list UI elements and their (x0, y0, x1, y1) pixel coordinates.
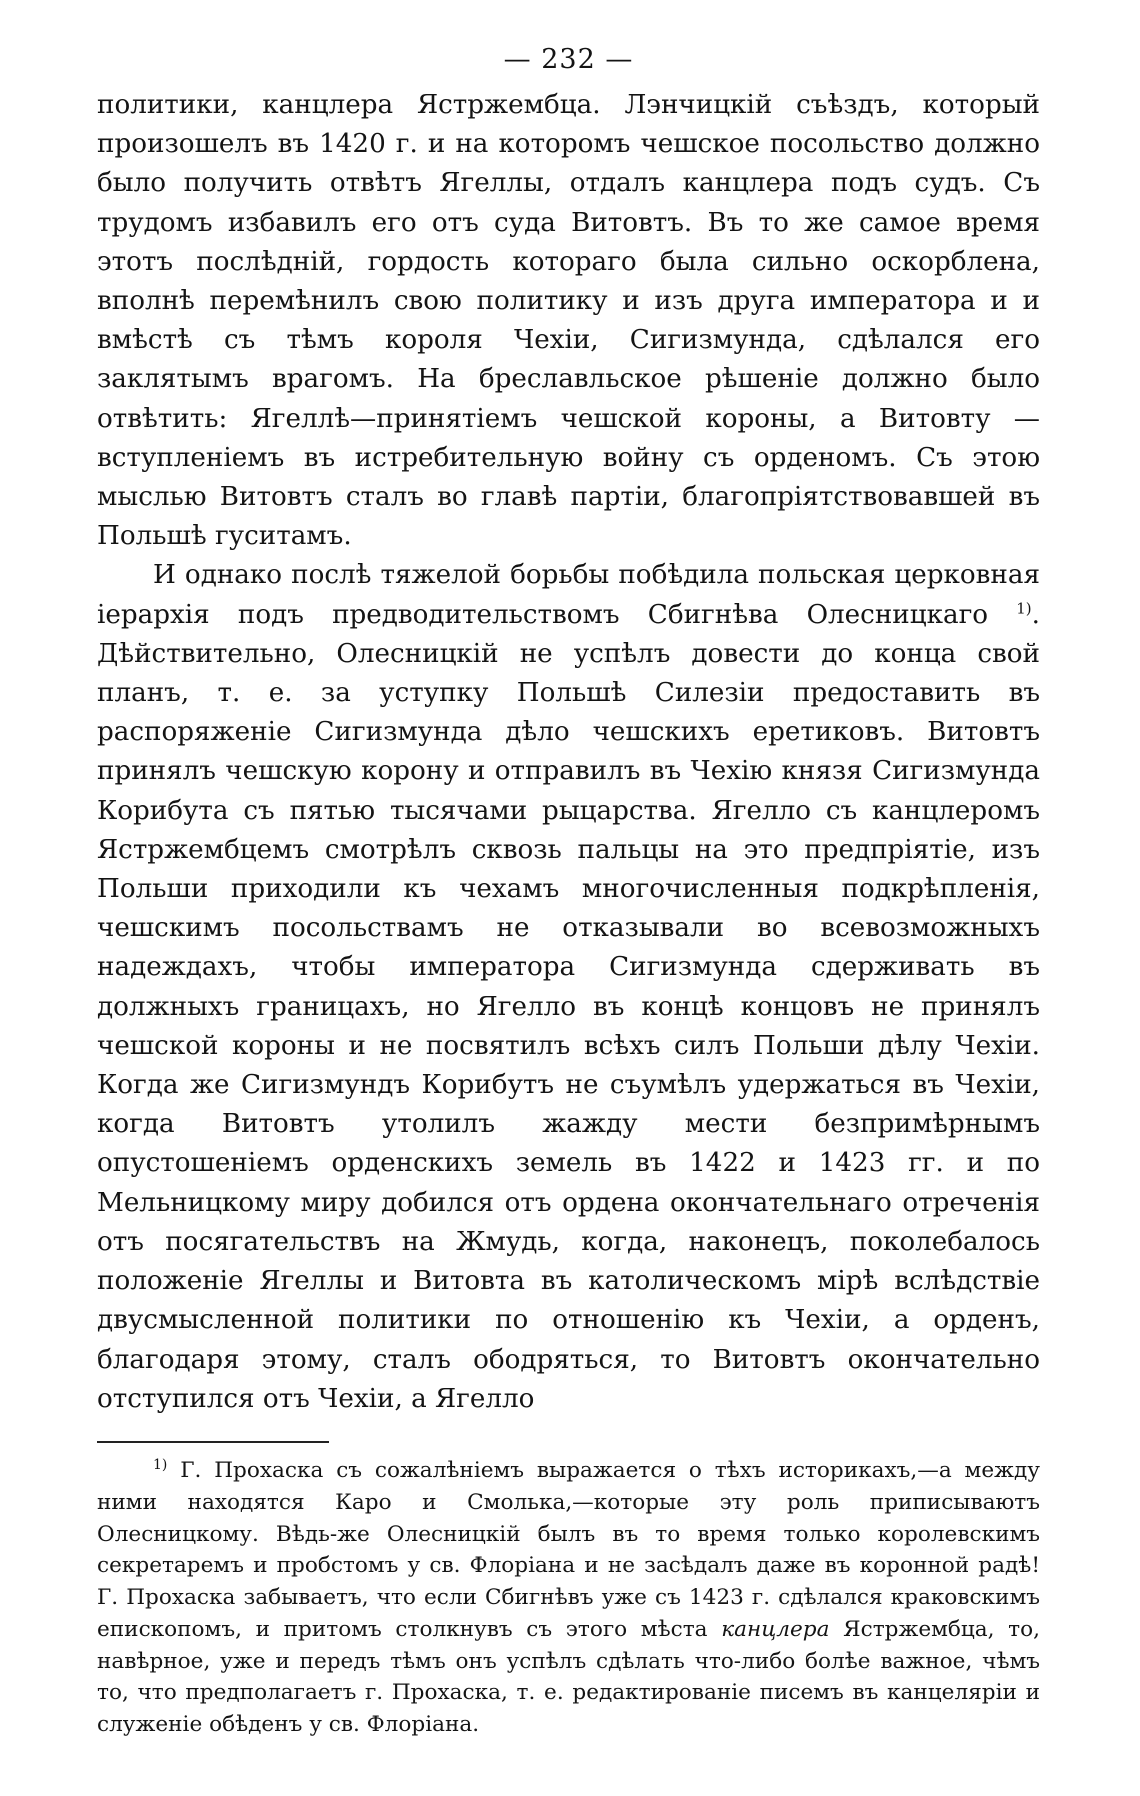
footnote-text-part1: Г. Прохаска съ сожалѣніемъ выражается о тѣхъ историкахъ,—а между ними находятся Каро и Смолька,—которые эту роль приписываютъ Олесницкому. Вѣдь-же Олесницкій былъ въ то время только королевскимъ секретаремъ и пробстомъ у св. Флоріана и не засѣдалъ даже въ коронной радѣ! Г. Прохаска забываетъ, что если Сбигнѣвъ уже съ 1423 г. сдѣлался краковскимъ епископомъ, и притомъ столкнувъ съ этого мѣста (97, 1457, 1040, 1642)
paragraph-2-text-before-note: И однако послѣ тяжелой борьбы побѣдила польская церковная іерархія подъ предводительствомъ Сбигнѣва Олесницкаго (97, 560, 1040, 630)
footnote-divider (97, 1441, 329, 1443)
page-number: — 232 — (503, 44, 634, 75)
main-text (97, 86, 1040, 1419)
paragraph-2-text-after-note: . Дѣйствительно, Олесницкій не успѣлъ довести до конца свой планъ, т. е. за уступку Польшѣ Силезіи предоставить въ распоряженіе Сигизмунда дѣло чешскихъ еретиковъ. Витовтъ принялъ чешскую корону и отправилъ въ Чехію князя Сигизмунда Корибута съ пятью тысячами рыцарства. Ягелло съ канцлеромъ Ястржембцемъ смотрѣлъ сквозь пальцы на это предпріятіе, изъ Польши приходили къ чехамъ многочисленныя подкрѣпленія, чешскимъ посольствамъ не отказывали во всевозможныхъ надеждахъ, чтобы императора Сигизмунда сдерживать въ должныхъ границахъ, но Ягелло въ концѣ концовъ не принялъ чешской короны и не посвятилъ всѣхъ силъ Польши дѣлу Чехіи. Когда же Сигизмундъ Корибутъ не съумѣлъ удержаться въ Чехіи, когда Витовтъ утолилъ жажду мести безпримѣрнымъ опустошеніемъ орденскихъ земель въ 1422 и 1423 гг. и по Мельницкому миру добился отъ ордена окончательнаго отреченія отъ посягательствъ на Жмудь, когда, наконецъ, поколебалось положеніе Ягеллы и Витовта въ католическомъ мірѣ вслѣдствіе двусмысленной политики по отношенію къ Чехіи, а орденъ, благодаря этому, сталъ ободряться, то Витовтъ окончательно отступился отъ Чехіи, а Ягелло (97, 599, 1040, 1414)
footnote-reference-mark: 1) (1016, 598, 1032, 617)
footnote (97, 1455, 1040, 1741)
paragraph-1: политики, канцлера Ястржембца. Лэнчицкій съѣздъ, который произошелъ въ 1420 г. и на которомъ чешское посольство должно было получить отвѣтъ Ягеллы, отдалъ канцлера подъ судъ. Съ трудомъ избавилъ его отъ суда Витовтъ. Въ то же самое время этотъ послѣдній, гордость котораго была сильно оскорблена, вполнѣ перемѣнилъ свою политику и изъ друга императора и и вмѣстѣ съ тѣмъ короля Чехіи, Сигизмунда, сдѣлался его заклятымъ врагомъ. На бреславльское рѣшеніе должно было отвѣтить: Ягеллѣ—принятіемъ чешской короны, а Витовту — вступленіемъ въ истребительную войну съ орденомъ. Съ этою мыслью Витовтъ сталъ во главѣ партіи, благопріятствовавшей въ Польшѣ гуситамъ. (97, 90, 1040, 552)
book-page (97, 40, 1040, 1741)
footnote-italic-word: канцлера (721, 1616, 830, 1642)
footnote-text-part2: Ястржембца, то, навѣрное, уже и передъ тѣмъ онъ успѣлъ сдѣлать что-либо болѣе важное, чѣмъ то, что предполагаетъ г. Прохаска, т. е. редактированіе писемъ въ канцеляріи и служеніе обѣденъ у св. Флоріана. (97, 1616, 1040, 1738)
paragraph-2 (97, 556, 1040, 1418)
footnote-mark: 1) (153, 1456, 168, 1473)
